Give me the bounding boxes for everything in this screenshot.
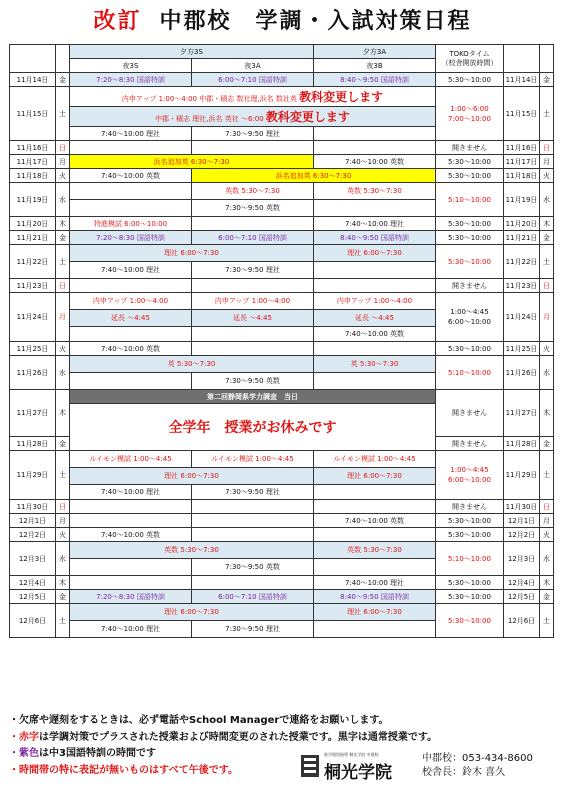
cls2-header: 夜3A	[192, 59, 314, 73]
table-row: 11月28日 金 開きません 11月28日 金	[10, 437, 554, 451]
title-text: 中郡校 学調・入試対策日程	[159, 9, 472, 34]
exam-day-banner: 第二回静岡県学力調査 当日	[70, 390, 436, 404]
table-row: 11月27日 木 第二回静岡県学力調査 当日 開きません 11月27日 木	[10, 390, 554, 404]
school-name: 桐光学院	[324, 763, 392, 783]
table-row: 12月5日 金 7:20～8:30 国語特訓 6:00～7:10 国語特訓 8:40～9:50 国語特訓 5:30～10:00 12月5日 金	[10, 590, 554, 604]
principal: 校舎長：鈴木 喜久	[422, 767, 506, 778]
page-title	[0, 4, 565, 42]
table-row: 11月30日 日 開きません 11月30日 日	[10, 500, 554, 514]
table-row: 11月19日 水 英数 5:30～7:30 英数 5:30～7:30 5:10～10:00 11月19日 水	[10, 183, 554, 200]
school-logo	[300, 750, 410, 784]
schedule-table	[9, 44, 554, 638]
no-class-notice: 全学年 授業がお休みです	[70, 404, 436, 451]
revision-mark: 改訂	[93, 9, 142, 34]
table-row: 11月20日 木 特進模試 6:00～10:00 7:40～10:00 理社 5:30～10:00 11月20日 木	[10, 217, 554, 231]
table-row: 11月21日 金 7:20～8:30 国語特訓 6:00～7:10 国語特訓 8:40～9:50 国語特訓 5:30～10:00 11月21日 金	[10, 231, 554, 245]
cls1-header: 夜3S	[70, 59, 192, 73]
table-row: 12月4日 木 7:40～10:00 理社 5:30～10:00 12月4日 木	[10, 576, 554, 590]
table-row: 11月29日 土 ルイモン模試 1:00～4:45 ルイモン模試 1:00～4:45 ルイモン模試 1:00～4:45 1:00～4:45 6:00～10:00 11月29日 土	[10, 451, 554, 468]
table-row: 11月15日 土 内申アップ 1:00～4:00 中郡・積志 数社理,浜名 数社英 教科変更します 1:00～6:00 7:00～10:00 11月15日 土	[10, 87, 554, 107]
table-row: 7:40～10:00 理社 7:30～9:50 理社	[10, 262, 554, 279]
table-row: 11月22日 土 理社 6:00～7:30 理社 6:00～7:30 5:30～10:00 11月22日 土	[10, 245, 554, 262]
table-row: 理社 6:00～7:30 理社 6:00～7:30	[10, 468, 554, 485]
table-row: 11月18日 火 7:40～10:00 英数 浜名追加英 6:30～7:30 5:30～10:00 11月18日 火	[10, 169, 554, 183]
school-emblem-icon	[300, 754, 320, 778]
table-row: 7:40～10:00 理社 7:30～9:50 理社	[10, 621, 554, 638]
table-row: 11月14日 金 7:20～8:30 国語特訓 6:00～7:10 国語特訓 8:40～9:50 国語特訓 5:30～10:00 11月14日 金	[10, 73, 554, 87]
school-tagline: 進学個別指導 桐光学院 中郡校	[324, 752, 379, 757]
note-red: ・赤字は学調対策でプラスされた授業および時間変更のされた授業です。黒字は通常授業です。	[9, 731, 438, 743]
toko-header: TOKOタイム （校舎開放時間）	[436, 45, 504, 73]
note-purple: ・紫色は中3国語特訓の時間です	[9, 748, 156, 759]
table-row: 11月17日 月 浜名追加英 6:30～7:30 7:40～10:00 英数 5:30～10:00 11月17日 月	[10, 155, 554, 169]
note-afternoon: ・時間帯の特に表記が無いものはすべて午後です。	[9, 764, 238, 776]
table-row: 中郡・積志 理社,浜名 英社 ～6:00 教科変更します	[10, 107, 554, 127]
table-row: 11月23日 日 開きません 11月23日 日	[10, 279, 554, 293]
table-row: 延長 ～4:45 延長 ～4:45 延長 ～4:45	[10, 310, 554, 327]
header-row-1	[10, 45, 554, 59]
table-row: 12月3日 水 英数 5:30～7:30 英数 5:30～7:30 5:10～10:00 12月3日 水	[10, 542, 554, 559]
cls3-header: 夜3B	[314, 59, 436, 73]
table-row: 11月24日 月 内申アップ 1:00～4:00 内申アップ 1:00～4:00 内申アップ 1:00～4:00 1:00～4:45 6:00～10:00 11月24日 月	[10, 293, 554, 310]
table-row: 7:30～9:50 英数	[10, 200, 554, 217]
table-row: 12月6日 土 理社 6:00～7:30 理社 6:00～7:30 5:30～10:00 12月6日 土	[10, 604, 554, 621]
phone: 中郡校：053-434-8600	[422, 753, 533, 764]
slot-b-header: 夕方3A	[314, 45, 436, 59]
table-row: 7:40～10:00 理社 7:30～9:50 理社	[10, 127, 554, 141]
table-row: 11月25日 火 7:40～10:00 英数 5:30～10:00 11月25日 火	[10, 342, 554, 356]
table-row: 11月16日 日 開きません 11月16日 日	[10, 141, 554, 155]
table-row: 7:30～9:50 英数	[10, 373, 554, 390]
table-row: 7:30～9:50 英数	[10, 559, 554, 576]
contact-info	[422, 752, 533, 780]
table-row: 7:40～10:00 理社 7:30～9:50 理社	[10, 485, 554, 500]
table-row: 11月26日 水 英 5:30～7:30 英 5:30～7:30 5:10～10:00 11月26日 水	[10, 356, 554, 373]
table-row: 12月1日 月 7:40～10:00 英数 5:30～10:00 12月1日 月	[10, 514, 554, 528]
table-row: 7:40～10:00 英数	[10, 327, 554, 342]
note-absence: ・欠席や遅刻をするときは、必ず電話やSchool Managerで連絡をお願いします。	[9, 715, 389, 726]
slot-a-header: 夕方3S	[70, 45, 314, 59]
table-row: 12月2日 火 7:40～10:00 英数 5:30～10:00 12月2日 火	[10, 528, 554, 542]
